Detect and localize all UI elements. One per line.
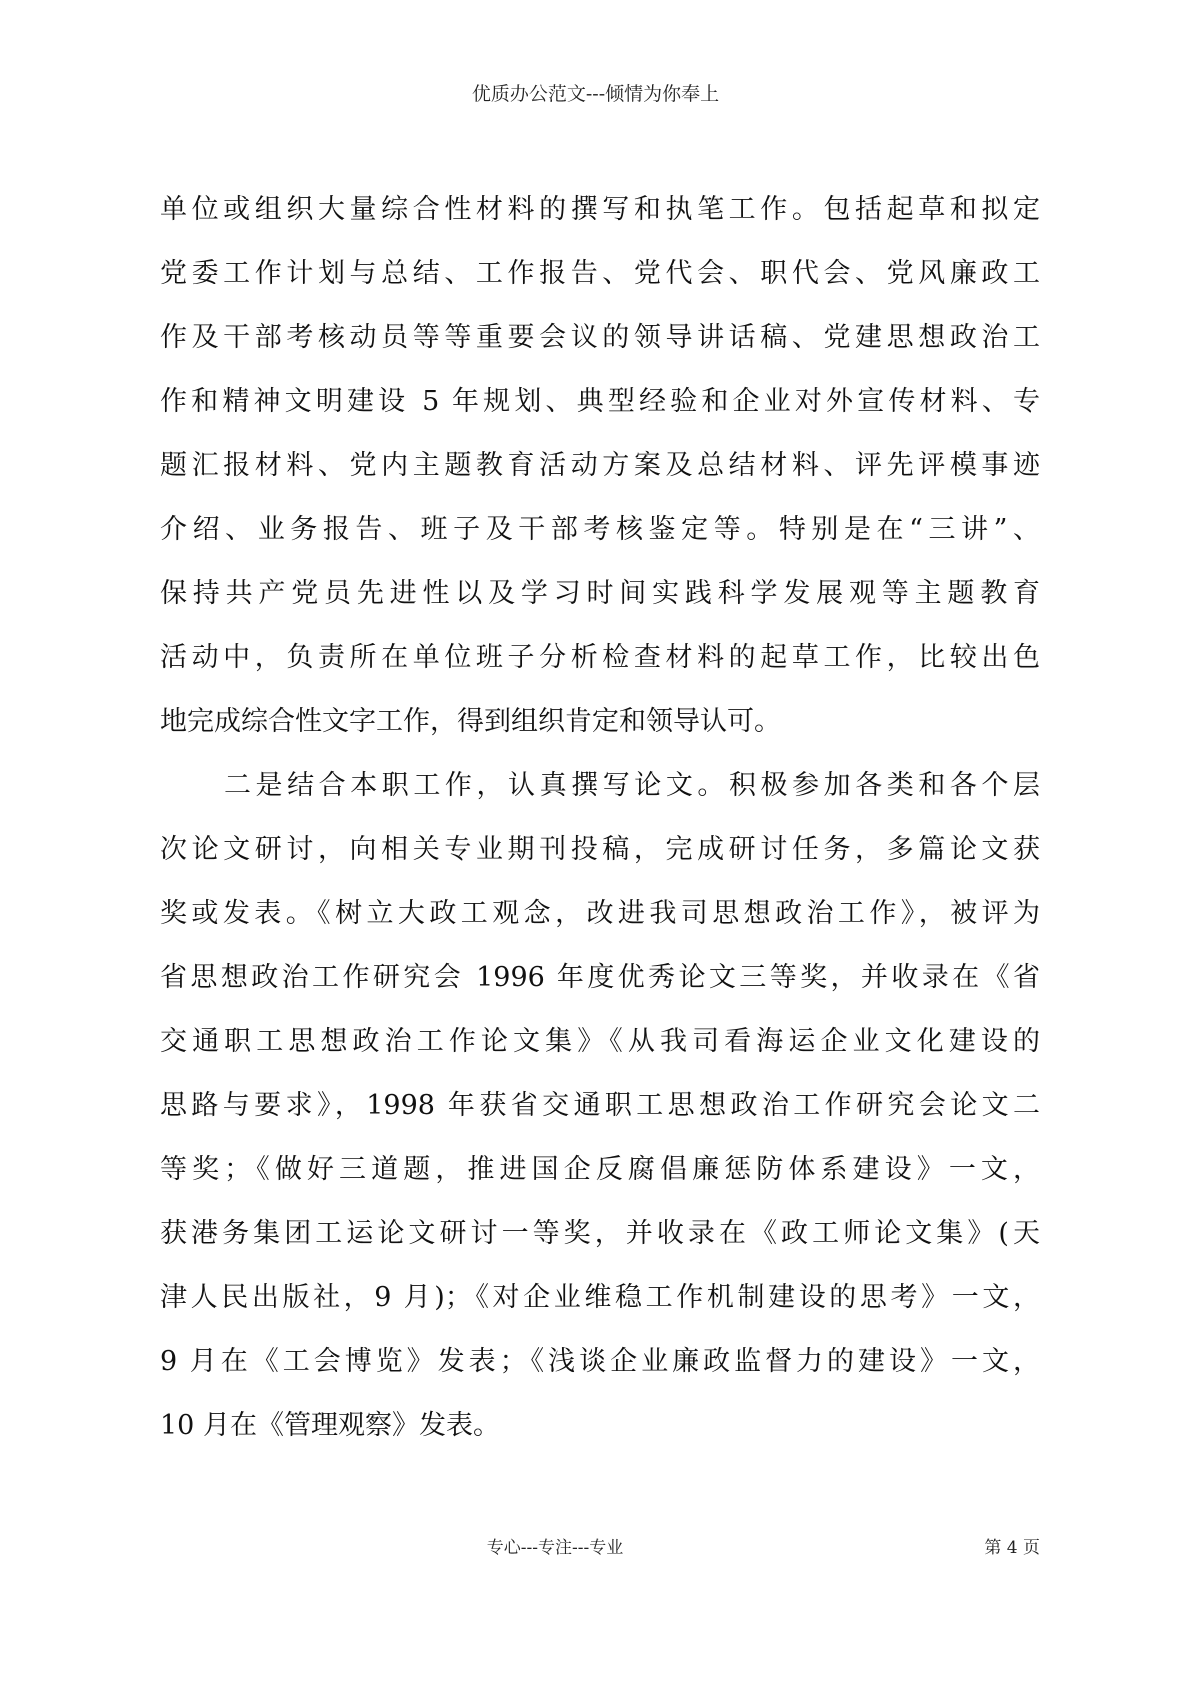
paragraph-line: 交通职工思想政治工作论文集》《从我司看海运企业文化建设的 [160, 1026, 1040, 1057]
paragraph-line: 单位或组织大量综合性材料的撰写和执笔工作。包括起草和拟定 [160, 194, 1040, 225]
paragraph-line: 次论文研讨，向相关专业期刊投稿，完成研讨任务，多篇论文获 [160, 834, 1040, 865]
paragraph-line: 9 月在《工会博览》发表；《浅谈企业廉政监督力的建设》一文， [160, 1346, 1040, 1377]
paragraph-line: 党委工作计划与总结、工作报告、党代会、职代会、党风廉政工 [160, 258, 1040, 289]
paragraph-line: 思路与要求》，1998 年获省交通职工思想政治工作研究会论文二 [160, 1090, 1040, 1121]
page-footer [160, 1536, 1040, 1560]
paragraph-line: 获港务集团工运论文研讨一等奖，并收录在《政工师论文集》(天 [160, 1218, 1040, 1249]
paragraph-line: 10 月在《管理观察》发表。 [160, 1410, 500, 1441]
paragraph-line: 津人民出版社，9 月)；《对企业维稳工作机制建设的思考》一文， [160, 1282, 1040, 1313]
paragraph-line: 活动中，负责所在单位班子分析检查材料的起草工作，比较出色 [160, 642, 1040, 673]
footer-tagline: 专心---专注---专业 [486, 1538, 624, 1558]
paragraph-line: 作和精神文明建设 5 年规划、典型经验和企业对外宣传材料、专 [160, 386, 1040, 417]
page-header: 优质办公范文---倾情为你奉上 [471, 83, 720, 105]
paragraph-line: 等奖；《做好三道题，推进国企反腐倡廉惩防体系建设》一文， [160, 1154, 1040, 1185]
paragraph-line: 作及干部考核动员等等重要会议的领导讲话稿、党建思想政治工 [160, 322, 1040, 353]
paragraph-line: 地完成综合性文字工作，得到组织肯定和领导认可。 [160, 706, 781, 737]
paragraph-line: 奖或发表。《树立大政工观念，改进我司思想政治工作》，被评为 [160, 898, 1040, 929]
paragraph-line: 保持共产党员先进性以及学习时间实践科学发展观等主题教育 [160, 578, 1040, 609]
page-number: 第 4 页 [984, 1538, 1040, 1558]
paragraph-line: 题汇报材料、党内主题教育活动方案及总结材料、评先评模事迹 [160, 450, 1040, 481]
paragraph-line: 二是结合本职工作，认真撰写论文。积极参加各类和各个层 [224, 770, 1040, 801]
paragraph-line: 介绍、业务报告、班子及干部考核鉴定等。特别是在“三讲”、 [160, 514, 1040, 545]
paragraph-line: 省思想政治工作研究会 1996 年度优秀论文三等奖，并收录在《省 [160, 962, 1040, 993]
document-body [160, 178, 1040, 1458]
